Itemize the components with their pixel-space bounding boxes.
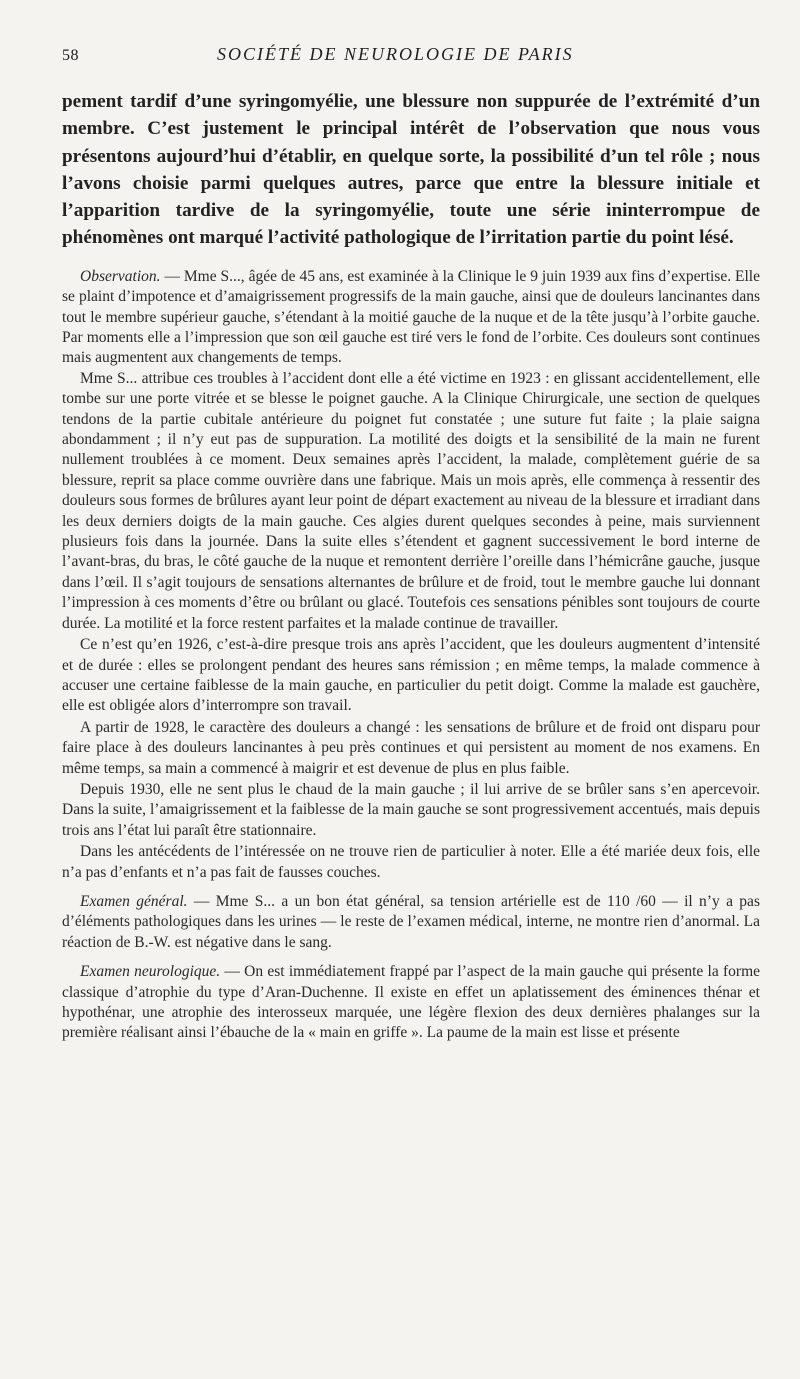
paragraph-text: — Mme S... a un bon état général, sa tension artérielle est de 110 /60 — il n’y a pas d’éléments pathologiques dans les urines — le reste de l’examen médical, interne, ne montre rien d’anormal. La réaction de B.-W. est négative dans le sang. xyxy=(62,892,760,951)
page-number: 58 xyxy=(62,47,79,64)
paragraph-antecedents xyxy=(62,842,760,883)
paragraph-text: — On est immédiatement frappé par l’aspect de la main gauche qui présente la forme classique d’atrophie du type d’Aran-Duchenne. Il existe en effet un aplatissement des éminences thénar et hypothénar, une atrophie des interosseux marquée, une légère flexion des deux dernières phalanges sur la première réalisant ainsi l’ébauche de la « main en griffe ». La paume de la main est lisse et présente xyxy=(62,963,761,1042)
paragraph-1926 xyxy=(62,635,760,717)
paragraph-observation xyxy=(62,267,760,369)
intro-paragraph xyxy=(62,88,760,252)
paragraph-examen-general xyxy=(62,892,760,953)
running-title: SOCIÉTÉ DE NEUROLOGIE DE PARIS xyxy=(217,44,574,64)
paragraph-text: Dans les antécédents de l’intéressée on ne trouve rien de particulier à noter. Elle a été mariée deux fois, elle n’a pas d’enfants et n’a pas fait de fausses couches. xyxy=(62,843,760,881)
paragraph-examen-neurologique xyxy=(62,962,760,1044)
paragraph-text: Depuis 1930, elle ne sent plus le chaud de la main gauche ; il lui arrive de se brûler sans s’en apercevoir. Dans la suite, l’amaigrissement et la faiblesse de la main gauche se sont progressivement accentués, mais depuis trois ans l’état lui paraît être stationnaire. xyxy=(62,780,760,839)
paragraph-text: — Mme S..., âgée de 45 ans, est examinée à la Clinique le 9 juin 1939 aux fins d’expertise. Elle se plaint d’impotence et d’amaigrissement progressifs de la main gauche, ainsi que de douleurs lancinantes dans tout le membre supérieur gauche, s’étendant à la moitié gauche de la nuque et de la tête jusqu’à l’orbite gauche. Par moments elle a l’impression que son œil gauche est tiré vers le fond de l’orbite. Ces douleurs sont continues mais augmentent aux changements de temps. xyxy=(62,267,760,367)
paragraph-text: A partir de 1928, le caractère des douleurs a changé : les sensations de brûlure et de froid ont disparu pour faire place à des douleurs lancinantes à peu près continues et qui persistent au moment de nos examens. En même temps, sa main a commencé à maigrir et est devenue de plus en plus faible. xyxy=(62,718,760,777)
intro-text: pement tardif d’une syringomyélie, une blessure non suppurée de l’extrémité d’un membre. C’est justement le principal intérêt de l’observation que nous vous présentons aujourd’hui d’établir, en quelque sorte, la possibilité d’un tel rôle ; nous l’avons choisie parmi quelques autres, parce que entre la blessure initiale et l’apparition tardive de la syringomyélie, toute une série ininterrompue de phénomènes ont marqué l’activité pathologique de l’irritation partie du point lésé. xyxy=(62,91,760,249)
observation-body xyxy=(62,267,760,1044)
paragraph-accident xyxy=(62,369,760,634)
paragraph-text: Ce n’est qu’en 1926, c’est-à-dire presque trois ans après l’accident, que les douleurs augmentent d’intensité et de durée : elles se prolongent pendant des heures sans rémission ; en même temps, la malade commence à accuser une certaine faiblesse de la main gauche, en particulier du petit doigt. Comme la malade est gauchère, elle est obligée alors d’interrompre son travail. xyxy=(62,636,760,715)
paragraph-lead: Examen général. xyxy=(80,892,188,910)
paragraph-lead: Examen neurologique. xyxy=(80,963,221,981)
paragraph-1928 xyxy=(62,718,760,779)
paragraph-1930 xyxy=(62,780,760,841)
paragraph-text: Mme S... attribue ces troubles à l’accident dont elle a été victime en 1923 : en glissant accidentellement, elle tombe sur une porte vitrée et se blesse le poignet gauche. A la Clinique Chirurgicale, une section de quelques tendons de la partie cubitale antérieure du poignet fut constatée ; une suture fut faite ; la plaie saigna abondamment ; il n’y eut pas de suppuration. La motilité des doigts et la sensibilité de la main ne furent nullement troublées à ce moment. Deux semaines après l’accident, la malade, complètement guérie de sa blessure, reprit sa place comme ouvrière dans une fabrique. Mais un mois après, elle commença à ressentir des douleurs sous formes de brûlures ayant leur point de départ exactement au niveau de la blessure et irradiant dans les deux derniers doigts de la main gauche. Ces algies durent quelques secondes à peine, mais surviennent plusieurs fois dans la journée. Dans la suite elles s’étendent et gagnent successivement le bord interne de l’avant-bras, du bras, le côté gauche de la nuque et remontent derrière l’oreille dans l’hémicrâne gauche, jusque dans l’œil. Il s’agit toujours de sensations alternantes de brûlure et de froid, tout le membre gauche lui donnant l’impression à ces moments d’être ou brûlant ou glacé. Toutefois ces sensations pénibles sont toujours de courte durée. La motilité et la force restent parfaites et la malade continue de travailler. xyxy=(62,369,760,632)
paragraph-lead: Observation. xyxy=(80,267,161,285)
page-header xyxy=(62,44,760,74)
